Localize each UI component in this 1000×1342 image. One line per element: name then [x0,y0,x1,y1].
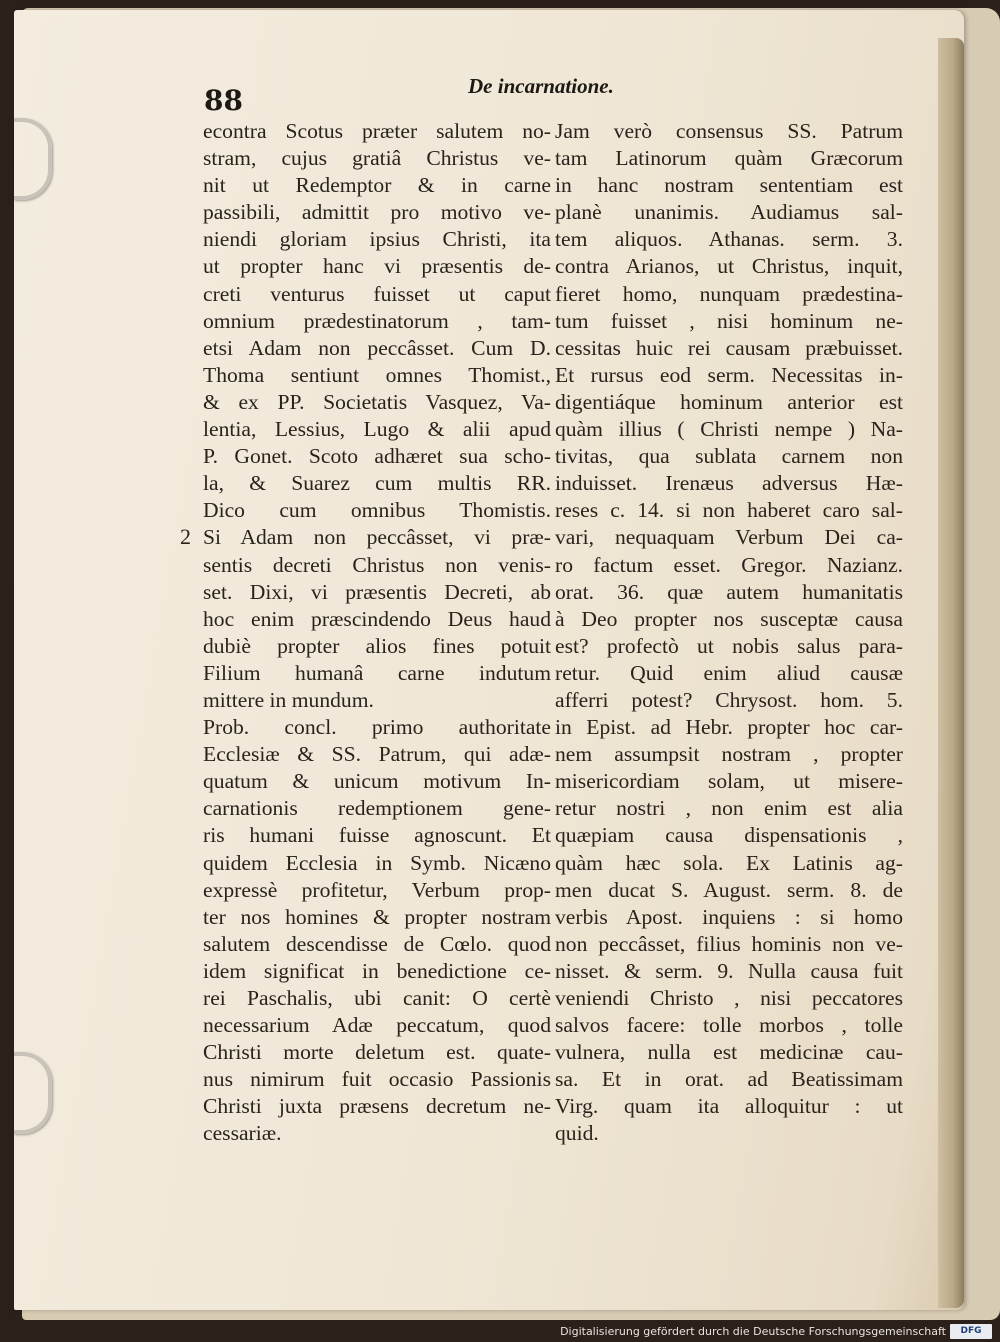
text-line: Jam verò consensus SS. Patrum [555,119,903,143]
text-line: etsi Adam non peccâsset. Cum D. [203,335,551,360]
text-line: retur. Quid enim aliud causæ [555,660,903,685]
text-line: ter nos homines & propter nostram [203,904,551,929]
text-line: Christi juxta præsens decretum ne- [203,1094,551,1119]
text-line: Prob. concl. primo authoritate [203,715,551,740]
text-line: Ecclesiæ & SS. Patrum, qui adæ- [203,742,551,767]
text-line: est? profectò ut nobis salus para- [555,633,903,658]
text-line: idem significat in benedictione ce- [203,958,551,983]
text-line: sa. Et in orat. ad Beatissimam [555,1067,903,1092]
text-line: induisset. Irenæus adversus Hæ- [555,471,903,496]
page-header [200,68,920,117]
text-line: omnium prædestinatorum , tam- [203,308,551,333]
text-line: tivitas, qua sublata carnem non [555,444,903,469]
text-line: nit ut Redemptor & in carne [203,173,551,198]
text-line: carnationis redemptionem gene- [203,796,551,821]
text-line: nem assumpsit nostram , propter [555,742,903,767]
text-line: set. Dixi, vi præsentis Decreti, ab [203,579,551,604]
text-line: in Epist. ad Hebr. propter hoc car- [555,715,903,740]
text-line: ris humani fuisse agnoscunt. Et [203,823,551,848]
text-line: in hanc nostram sententiam est [555,173,903,198]
text-line: Christi morte deletum est. quate- [203,1040,551,1065]
text-line: orat. 36. quæ autem humanitatis [555,579,903,604]
text-line: quàm hæc sola. Ex Latinis ag- [555,850,903,875]
text-line: cessitas huic rei causam præbuisset. [555,335,903,360]
text-line: reses c. 14. si non haberet caro sal- [555,498,903,523]
text-line: vulnera, nulla est medicinæ cau- [555,1040,903,1065]
text-line: ut propter hanc vi præsentis de- [203,254,551,279]
paragraph-number: 2 [180,524,191,549]
text-line: dubiè propter alios fines potuit [203,633,551,658]
text-line: Dico cum omnibus Thomistis. [203,498,551,523]
footer-credit: Digitalisierung gefördert durch die Deutsche Forschungsgemeinschaft [560,1325,946,1338]
text-line: planè unanimis. Audiamus sal- [555,200,903,225]
text-line: tem aliquos. Athanas. serm. 3. [555,227,903,252]
running-title: De incarnatione. [468,74,614,98]
right-column [555,118,903,1148]
text-line: creti venturus fuisset ut caput [203,281,551,306]
text-line: tum fuisset , nisi hominum ne- [555,308,903,333]
dfg-logo-icon: DFG [950,1324,992,1339]
text-line: non peccâsset, filius hominis non ve- [555,931,903,956]
text-line: la, & Suarez cum multis RR. [203,471,551,496]
text-line: Thoma sentiunt omnes Thomist., [203,362,551,387]
text-line: misericordiam solam, ut misere- [555,769,903,794]
text-line: nisset. & serm. 9. Nulla causa fuit [555,958,903,983]
page-number: 88 [204,84,243,117]
page-edge [938,38,964,1308]
text-line: veniendi Christo , nisi peccatores [555,986,903,1010]
text-line: passibili, admittit pro motivo ve- [203,200,551,225]
text-line: rei Paschalis, ubi canit: O certè [203,986,551,1010]
text-line: stram, cujus gratiâ Christus ve- [203,146,551,171]
text-line: quæpiam causa dispensationis , [555,823,903,848]
text-line: necessarium Adæ peccatum, quod [203,1013,551,1038]
text-line: & ex PP. Societatis Vasquez, Va- [203,389,551,414]
text-line: fieret homo, nunquam prædestina- [555,281,903,306]
text-line: men ducat S. August. serm. 8. de [555,877,903,902]
text-line: P. Gonet. Scoto adhæret sua scho- [203,444,551,469]
text-line: digentiáque hominum anterior est [555,389,903,414]
text-line: mittere in mundum. [203,687,374,712]
text-line: cessariæ. [203,1121,282,1146]
text-line: Virg. quam ita alloquitur : ut [555,1094,903,1119]
text-line: vari, nequaquam Verbum Dei ca- [555,525,903,550]
text-line: salvos facere: tolle morbos , tolle [555,1013,903,1038]
text-line: expressè profitetur, Verbum prop- [203,877,551,902]
text-line: nus nimirum fuit occasio Passionis [203,1067,551,1092]
text-line: ro factum esset. Gregor. Nazianz. [555,552,903,577]
text-line: sentis decreti Christus non venis- [203,552,551,577]
text-line: lentia, Lessius, Lugo & alii apud [203,417,551,442]
text-line: salutem descendisse de Cœlo. quod [203,931,551,956]
text-line: tam Latinorum quàm Græcorum [555,146,903,171]
text-line: Filium humanâ carne indutum [203,660,551,685]
text-line: quàm illius ( Christi nempe ) Na- [555,417,903,442]
text-line: hoc enim præscindendo Deus haud [203,606,551,631]
text-line: econtra Scotus præter salutem no- [203,119,551,143]
text-line: quidem Ecclesia in Symb. Nicæno [203,850,551,875]
text-line: Si Adam non peccâsset, vi præ- [203,525,551,550]
text-line: verbis Apost. inquiens : si homo [555,904,903,929]
text-line: niendi gloriam ipsius Christi, ita [203,227,551,252]
text-line: quid. [555,1121,599,1146]
text-line: afferri potest? Chrysost. hom. 5. [555,687,903,712]
text-line: quatum & unicum motivum In- [203,769,551,794]
text-line: retur nostri , non enim est alia [555,796,903,821]
text-line: Et rursus eod serm. Necessitas in- [555,362,903,387]
left-column [203,118,551,1148]
text-line: à Deo propter nos susceptæ causa [555,606,903,631]
text-line: contra Arianos, ut Christus, inquit, [555,254,903,279]
